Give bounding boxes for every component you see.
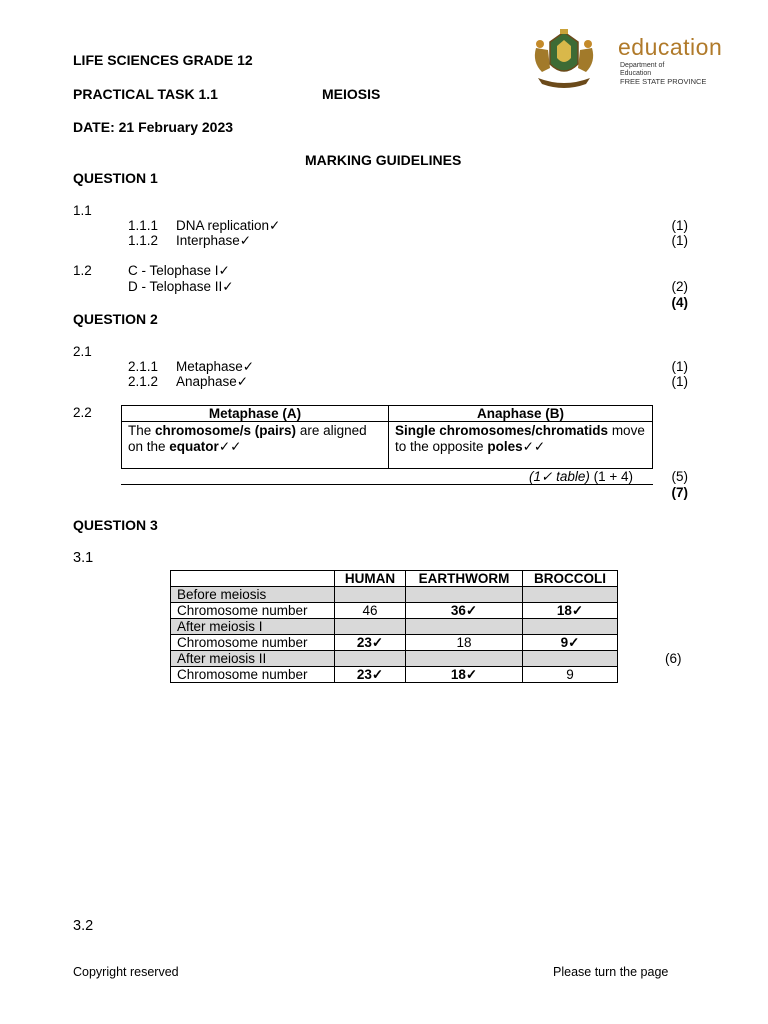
item-number: 2.1.2 [128, 374, 159, 389]
table-header [171, 571, 335, 587]
page-title: MARKING GUIDELINES [305, 152, 462, 168]
table-cell: 18✓ [523, 603, 618, 619]
date-line: DATE: 21 February 2023 [73, 119, 234, 135]
footer-copyright: Copyright reserved [73, 965, 179, 979]
table-cell [389, 422, 653, 469]
cell-text-bold: Single chromosomes/chromatids [395, 423, 609, 438]
table-cell: Chromosome number [171, 635, 335, 651]
mark: (2) [671, 279, 688, 294]
table-cell: 46 [335, 603, 406, 619]
table-note-rest: (1 + 4) [589, 469, 633, 484]
item-number: 2.1.1 [128, 359, 159, 374]
cell-text-bold: poles [487, 439, 523, 454]
logo-word: education [618, 34, 723, 60]
mark: (6) [665, 651, 682, 666]
table-row [171, 667, 618, 683]
mark: (5) [671, 469, 688, 484]
mark: (1) [671, 374, 688, 389]
topic-title: MEIOSIS [322, 86, 381, 102]
answer-text: D - Telophase II✓ [128, 279, 234, 294]
mark: (1) [671, 218, 688, 233]
item-number: 1.2 [73, 263, 92, 278]
item-number: 1.1.1 [128, 218, 159, 233]
question-1-title: QUESTION 1 [73, 170, 158, 186]
question-total: (4) [671, 295, 688, 310]
task-title: PRACTICAL TASK 1.1 [73, 86, 218, 102]
table-cell [335, 587, 406, 603]
course-title: LIFE SCIENCES GRADE 12 [73, 52, 253, 68]
cell-text-bold: equator [169, 439, 219, 454]
table-row [171, 651, 618, 667]
education-logo [528, 28, 728, 92]
table-note-italic: (1✓ table) [529, 469, 590, 484]
table-cell: 23✓ [335, 635, 406, 651]
table-cell: 23✓ [335, 667, 406, 683]
table-cell: 18✓ [406, 667, 523, 683]
table-cell: Before meiosis [171, 587, 335, 603]
answer-text: DNA replication✓ [176, 218, 281, 233]
cell-text: The [128, 423, 156, 438]
item-number: 2.1 [73, 344, 92, 359]
item-number: 1.1 [73, 203, 92, 218]
item-number: 1.1.2 [128, 233, 159, 248]
logo-line3: FREE STATE PROVINCE [620, 77, 707, 86]
table-cell: After meiosis II [171, 651, 335, 667]
table-cell [523, 587, 618, 603]
table-mark-note [529, 469, 633, 485]
table-row [171, 635, 618, 651]
table-header: Metaphase (A) [122, 406, 389, 422]
table-header: EARTHWORM [406, 571, 523, 587]
table-header: HUMAN [335, 571, 406, 587]
divider [121, 484, 653, 485]
tick-marks: ✓✓ [522, 439, 546, 454]
footer-turn-page: Please turn the page [553, 965, 669, 979]
table-cell: 36✓ [406, 603, 523, 619]
table-cell [406, 619, 523, 635]
table-cell [523, 651, 618, 667]
mark: (1) [671, 233, 688, 248]
answer-text: C - Telophase I✓ [128, 263, 230, 278]
question-3-title: QUESTION 3 [73, 517, 158, 533]
mark: (1) [671, 359, 688, 374]
table-cell: After meiosis I [171, 619, 335, 635]
answer-text: Interphase✓ [176, 233, 252, 248]
item-number: 3.2 [73, 918, 94, 934]
table-header: Anaphase (B) [389, 406, 653, 422]
table-cell [523, 619, 618, 635]
logo-line2: Education [620, 70, 652, 77]
table-cell [122, 422, 389, 469]
item-number: 2.2 [73, 405, 92, 420]
table-cell [335, 619, 406, 635]
cell-text: move to the opposite [395, 423, 645, 454]
table-cell [406, 651, 523, 667]
item-number: 3.1 [73, 550, 94, 566]
table-cell [335, 651, 406, 667]
table-header: BROCCOLI [523, 571, 618, 587]
coat-of-arms-icon [528, 28, 600, 92]
table-cell: Chromosome number [171, 603, 335, 619]
chromosome-table [170, 570, 618, 683]
table-row [171, 587, 618, 603]
question-total: (7) [671, 485, 688, 500]
cell-text: are aligned on the [128, 423, 367, 454]
question-2-title: QUESTION 2 [73, 311, 158, 327]
table-cell: 18 [406, 635, 523, 651]
cell-text-bold: chromosome/s (pairs) [155, 423, 297, 438]
table-cell [406, 587, 523, 603]
answer-text: Metaphase✓ [176, 359, 255, 374]
table-cell: Chromosome number [171, 667, 335, 683]
table-cell: 9✓ [523, 635, 618, 651]
tick-marks: ✓✓ [218, 439, 242, 454]
logo-line1: Department of [620, 62, 665, 69]
table-cell: 9 [523, 667, 618, 683]
table-row [171, 603, 618, 619]
comparison-table [121, 405, 653, 469]
table-row [171, 619, 618, 635]
answer-text: Anaphase✓ [176, 374, 249, 389]
